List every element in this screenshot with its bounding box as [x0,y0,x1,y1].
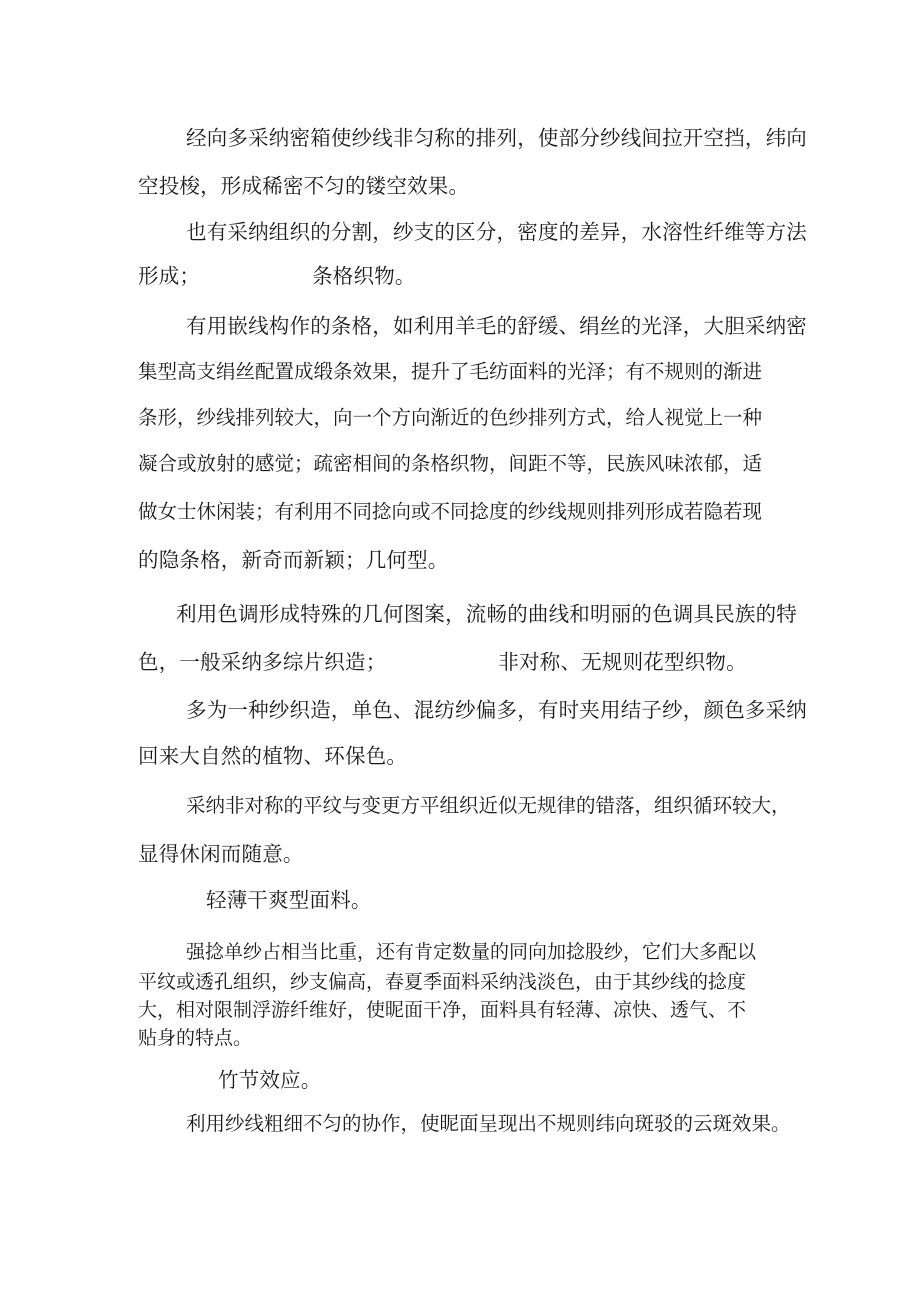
paragraph-3-line-3: 条形，纱线排列较大，向一个方向渐近的色纱排列方式，给人视觉上一种 [138,406,763,429]
paragraph-6-line-2: 显得休闲而随意。 [138,842,304,866]
paragraph-2-line-2-start: 形成； [138,264,201,288]
paragraph-5-line-2: 回来大自然的植物、环保色。 [138,744,408,768]
paragraph-3-line-5: 做女士休闲装；有利用不同捻向或不同捻度的纱线规则排列形成若隐若现 [138,500,763,523]
paragraph-7-line-1: 强捻单纱占相当比重，还有肯定数量的同向加捻股纱，它们大多配以 [186,941,757,963]
paragraph-8-line-1: 利用纱线粗细不匀的协作，使昵面呈现出不规则纬向斑驳的云斑效果。 [186,1112,791,1135]
paragraph-7-line-2: 平纹或透孔组织，纱支偏高，春夏季面料采纳浅淡色，由于其纱线的捻度 [138,971,747,993]
paragraph-2-line-2-end: 条格织物。 [312,264,416,288]
paragraph-3-line-6: 的隐条格，新奇而新颖；几何型。 [138,548,449,572]
paragraph-2-line-2 [138,264,798,288]
paragraph-4-line-2-start: 色，一般采纳多综片织造； [138,650,387,674]
paragraph-4-line-2-end: 非对称、无规则花型织物。 [498,650,747,674]
paragraph-1-line-1: 经向多采纳密箱使纱线非匀称的排列，使部分纱线间拉开空挡，纬向 [186,126,807,150]
paragraph-4-line-2 [138,650,798,674]
paragraph-3-line-1: 有用嵌线构作的条格，如利用羊毛的舒缓、绢丝的光泽，大胆采纳密 [186,314,807,338]
section-heading-light-dry-fabric: 轻薄干爽型面料。 [206,888,372,912]
paragraph-5-line-1: 多为一种纱织造，单色、混纺纱偏多，有时夹用结子纱，颜色多采纳 [186,698,807,722]
paragraph-7-line-3: 大，相对限制浮游纤维好，使昵面干净，面料具有轻薄、凉快、透气、不 [138,999,747,1021]
paragraph-3-line-2: 集型高支绢丝配置成缎条效果，提升了毛纺面料的光泽；有不规则的渐进 [138,360,763,383]
paragraph-4-line-1: 利用色调形成特殊的几何图案，流畅的曲线和明丽的色调具民族的特 [176,602,797,626]
paragraph-6-line-1: 采纳非对称的平纹与变更方平组织近似无规律的错落，组织循环较大， [186,794,791,817]
section-heading-slub-effect: 竹节效应。 [218,1068,322,1092]
paragraph-3-line-4: 凝合或放射的感觉；疏密相间的条格织物，间距不等，民族风味浓郁，适 [138,452,763,475]
paragraph-2-line-1: 也有采纳组织的分割，纱支的区分，密度的差异，水溶性纤维等方法 [186,220,807,244]
paragraph-7-line-4: 贴身的特点。 [138,1027,253,1049]
paragraph-1-line-2: 空投梭，形成稀密不匀的镂空效果。 [138,174,470,198]
